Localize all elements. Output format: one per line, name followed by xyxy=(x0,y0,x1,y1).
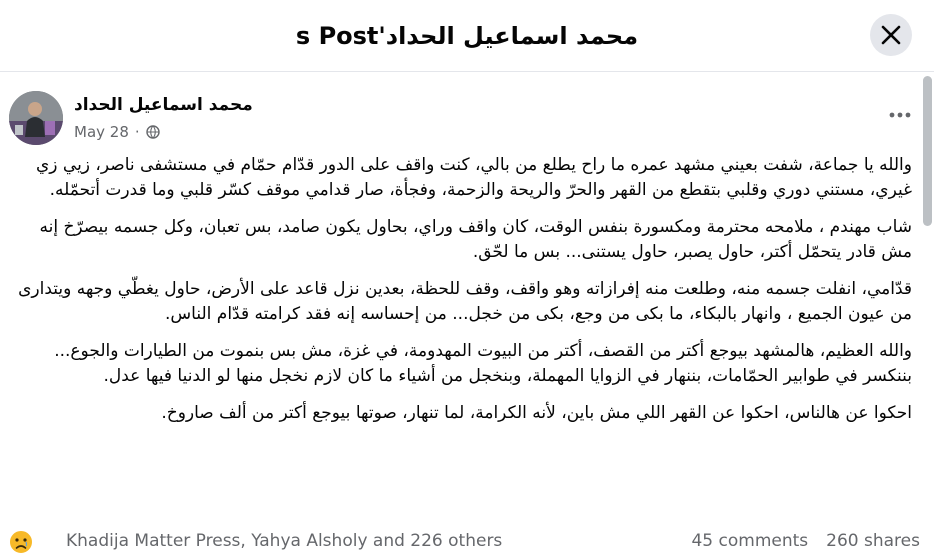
reactors-list[interactable]: Khadija Matter Press, Yahya Alsholy and 226 others xyxy=(66,531,503,551)
more-dots-icon xyxy=(889,112,911,118)
post-paragraph: شاب مهندم ، ملامحه محترمة ومكسورة بنفس الوقت، كان واقف وراي، بحاول يكون صامد، بس تعبان، وكل جسمه بيصرّخ إنه مش قادر يتحمّل أكتر، حاول يصبر، حاول يستنى... بس ما لحّق. xyxy=(39,217,912,262)
avatar[interactable] xyxy=(9,91,63,145)
close-button[interactable] xyxy=(870,14,912,56)
post-body xyxy=(12,153,912,438)
post-paragraph: والله يا جماعة، شفت بعيني مشهد عمره ما راح يطلع من بالي، كنت واقف على الدور قدّام حمّام في مستشفى ناصر، زيي زي غيري، مستني دوري وقلبي بتقطع من القهر والحرّ والريحة والزحمة، وفجأة، صار قدامي موقف كسّر قلبي وما قدرت أتحمّله. xyxy=(35,155,912,200)
post-meta xyxy=(74,123,160,141)
more-options-button[interactable] xyxy=(882,103,918,127)
post-dialog-header xyxy=(0,0,934,72)
post-paragraph: قدّامي، انفلت جسمه منه، وطلعت منه إفرازاته وهو واقف، وقف للحظة، بعدين نزل قاعد على الأرض، حاول يغطّي وجهه ويتدارى من عيون الجميع ، وانهار بالبكاء، ما بكى من وجع، بكى من خجل... من إحساسه إنه فقد كرامته قدّام الناس. xyxy=(18,279,912,324)
globe-icon[interactable] xyxy=(146,125,160,139)
post-author[interactable]: محمد اسماعيل الحداد xyxy=(74,95,253,115)
separator-dot: · xyxy=(134,123,140,141)
post-paragraph: والله العظيم، هالمشهد بيوجع أكتر من القصف، أكتر من البيوت المهدومة، في غزة، مش بس بنموت من الطيارات والجوع... بننكسر في طوابير الحمّامات، بننهار في الزوايا المهملة، وبنخجل من أشياء ما كان لازم نخجل منها لو الدنيا فيها عدل. xyxy=(54,341,912,386)
post-paragraph: احكوا عن هالناس، احكوا عن القهر اللي مش باين، لأنه الكرامة، لما تنهار، صوتها بيوجع أكتر من ألف صاروخ. xyxy=(161,403,912,423)
scrollbar[interactable] xyxy=(923,76,932,226)
avatar-photo-icon xyxy=(9,91,63,145)
comments-count[interactable]: 45 comments xyxy=(691,531,809,551)
close-icon xyxy=(880,24,902,46)
post-date[interactable]: May 28 xyxy=(74,123,129,141)
shares-count[interactable]: 260 shares xyxy=(826,531,920,551)
post xyxy=(0,73,920,556)
post-stats xyxy=(691,531,920,551)
post-footer xyxy=(0,527,920,556)
sad-face-icon[interactable] xyxy=(8,529,34,555)
dialog-title: محمد اسماعيل الحداد's Post xyxy=(295,21,639,50)
